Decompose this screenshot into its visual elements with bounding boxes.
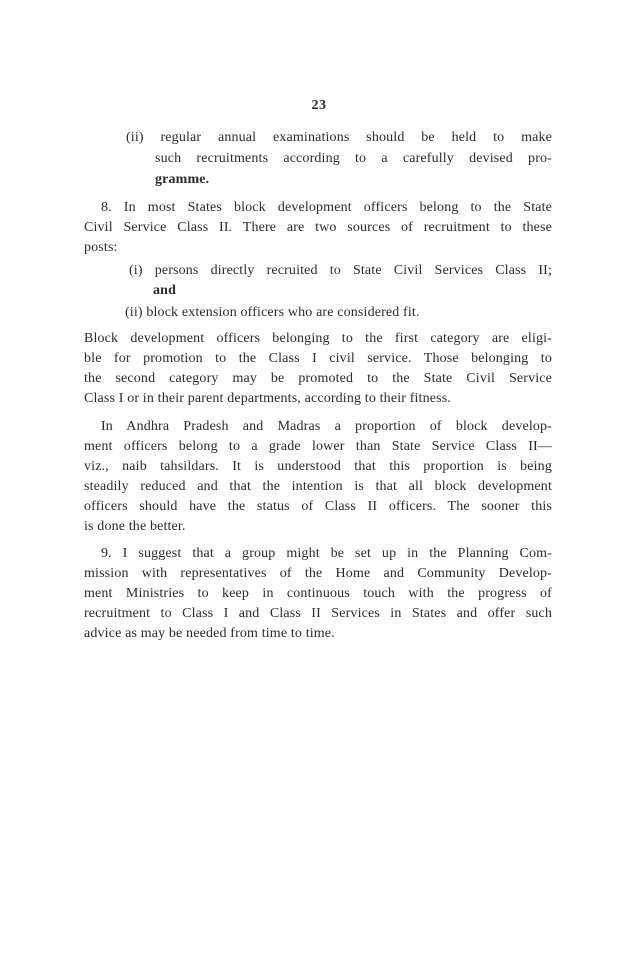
para-block-line-2: ble for promotion to the Class I civil service. Those belonging to [84, 351, 552, 366]
para-andhra-line-6: is done the better. [84, 519, 186, 534]
para-andhra-line-2: ment officers belong to a grade lower than State Service Class II— [84, 439, 552, 454]
para-andhra-line-3: viz., naib tahsildars. It is understood that this proportion is being [84, 459, 552, 474]
para-block-line-3: the second category may be promoted to the State Civil Service [84, 371, 552, 386]
para-8-line-1: 8. In most States block development officers belong to the State [101, 200, 552, 215]
para-andhra-line-5: officers should have the status of Class II officers. The sooner this [84, 499, 552, 514]
list-item-ii-line-3: gramme. [155, 172, 210, 187]
para-block-line-1: Block development officers belonging to the first category are eligi- [84, 331, 552, 346]
para-9-line-1: 9. I suggest that a group might be set up in the Planning Com- [101, 546, 552, 561]
para-9-line-3: ment Ministries to keep in continuous touch with the progress of [84, 586, 552, 601]
list-item-ii-line-2: such recruitments according to a carefully devised pro- [155, 151, 552, 166]
sub-list-item-ii: (ii) block extension officers who are considered fit. [125, 305, 420, 320]
para-8-line-2: Civil Service Class II. There are two sources of recruitment to these [84, 220, 552, 235]
sub-list-item-i: (i) persons directly recruited to State Civil Services Class II; [129, 263, 552, 278]
para-andhra-line-4: steadily reduced and that the intention is that all block development [84, 479, 552, 494]
para-8-line-3: posts: [84, 240, 118, 255]
sub-list-item-i-cont: and [153, 283, 177, 298]
para-9-line-4: recruitment to Class I and Class II Services in States and offer such [84, 606, 552, 621]
list-item-ii-line-1: (ii) regular annual examinations should be held to make [126, 130, 552, 145]
para-9-line-2: mission with representatives of the Home and Community Develop- [84, 566, 552, 581]
para-andhra-line-1: In Andhra Pradesh and Madras a proportion of block develop- [101, 419, 552, 434]
para-block-line-4: Class I or in their parent departments, according to their fitness. [84, 391, 451, 406]
page-number: 23 [311, 98, 327, 113]
para-9-line-5: advice as may be needed from time to time. [84, 626, 335, 641]
